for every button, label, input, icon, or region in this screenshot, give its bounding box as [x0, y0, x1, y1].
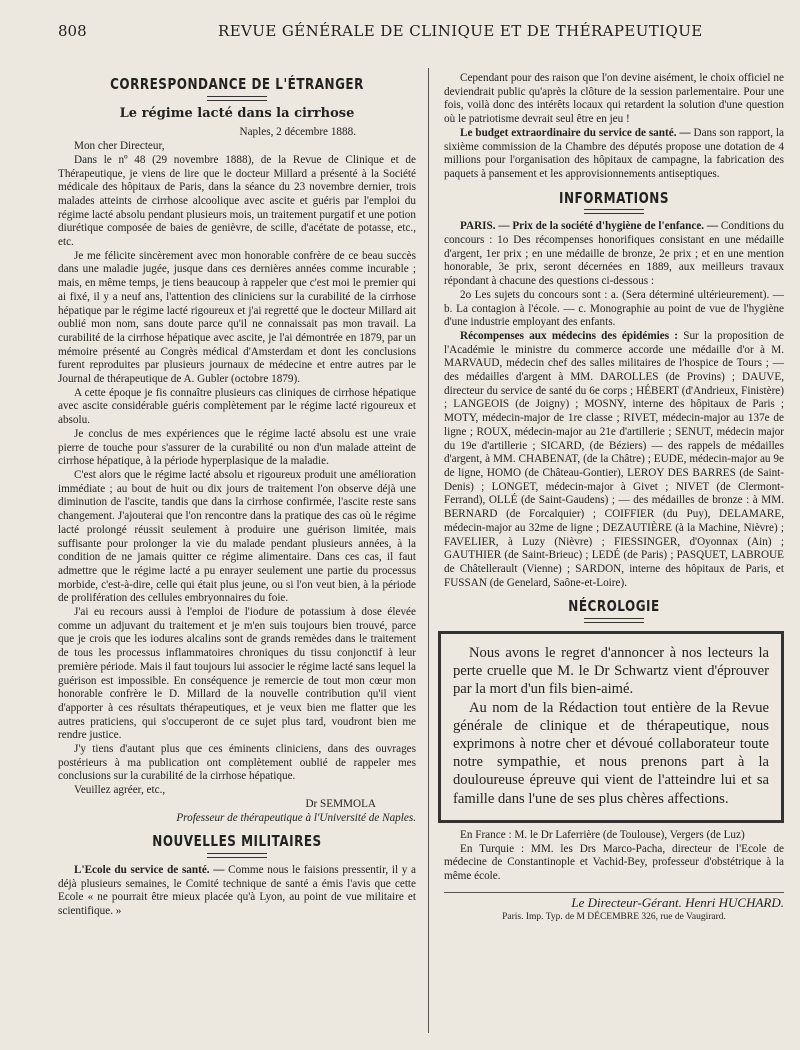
obituary-box	[438, 631, 784, 823]
paragraph: Dans le nº 48 (29 novembre 1888), de la Revue de Clinique et de Thérapeutique, je viens de lire que le docteur Millard a présenté à la Société médicale des hôpitaux de Paris, dans la séance du 23 novembre dernier, trois malades atteints de cirrhose alcoolique avec ascite et guéris par l'emploi du régime lacté absolu pendant plusieurs mois, un traitement purgatif et une potion diurétique composée de baies de genièvre, de scille, d'acétate de potasse, etc., etc.	[58, 153, 416, 249]
paragraph: Cependant pour des raison que l'on devine aisément, le choix officiel ne deviendrait public qu'après la clôture de la session parlementaire. Pour une fois, voilà donc des intérêts locaux qui retardent la solution d'une question où le patriotisme devrait seul être en jeu !	[444, 72, 784, 126]
section-title-military: NOUVELLES MILITAIRES	[152, 832, 322, 850]
info-paragraph	[444, 220, 784, 289]
left-column	[58, 72, 416, 919]
paragraph: J'ai eu recours aussi à l'emploi de l'iodure de potassium à dose élevée comme un adjuvant du traitement et je m'en suis toujours bien trouvé, parce que je crois que les iodures alcalins sont de grands remèdes dans le traitement de tous les processus inflammatoires chroniques du tissu conjonctif à leur première période. Mais il faut toujours lui associer le régime lacté sans lequel la guérison est impossible. En conséquence je remercie de tout mon cœur mon honorable confrère le D. Millard de la nouvelle contribution qu'il vient d'apporter à ces résultats thérapeutiques, et je veux bien me flatter que les autres praticiens, qui s'occuperont de ce sujet plus tard, voudront bien me rendre justice.	[58, 606, 416, 742]
title-ornament	[584, 618, 644, 623]
runin-heading: Récompenses aux médecins des épidémies :	[460, 329, 679, 342]
article-title: Le régime lacté dans la cirrhose	[119, 105, 355, 121]
dateline: Naples, 2 décembre 1888.	[239, 126, 356, 139]
signature-name: Dr SEMMOLA	[305, 797, 376, 810]
section-title-informations: INFORMATIONS	[559, 188, 669, 207]
runin-heading: Le budget extraordinaire du service de santé. —	[460, 126, 691, 139]
page-number: 808	[58, 22, 87, 40]
title-ornament	[207, 96, 267, 101]
military-paragraph	[58, 864, 416, 919]
paragraph: Je me félicite sincèrement avec mon honorable confrère de ce beau succès dans une maladie jugée, jusque dans ces dernières années comme incurable ; mais, en même temps, je tiens beaucoup à rappeler que c'est moi le premier qui ai fixé, il y a neuf ans, l'attention des cliniciens sur la curabilité de la cirrhose hépatique par le régime lacté rigoureux et j'ai regretté que le docteur Millard ait oublié mon nom, sans doute parce qu'il ne connaissait pas mon travail. La curabilité de la cirrhose hépatique avec ascite, je l'ai démontrée en 1879, par un mémoire présenté au Congrès médical d'Amsterdam et dont les conclusions furent reproduites par plusieurs journaux de médecine et entre autres par le Journal de thérapeutique de A. Gubler (octobre 1879).	[58, 249, 416, 386]
runin-heading: PARIS. — Prix de la société d'hygiène de l'enfance. —	[460, 220, 719, 233]
budget-paragraph	[444, 127, 784, 182]
section-title-correspondance: CORRESPONDANCE DE L'ÉTRANGER	[110, 75, 364, 93]
section-title-necrologie: NÉCROLOGIE	[568, 597, 660, 615]
title-ornament	[584, 209, 644, 214]
obituary-paragraph: Nous avons le regret d'annoncer à nos lecteurs la perte cruelle que M. le Dr Schwartz vient d'éprouver par la mort d'un fils bien-aimé.	[453, 645, 769, 698]
closing: Veuillez agréer, etc.,	[74, 784, 166, 797]
column-rule	[428, 68, 429, 1033]
paragraph: 2o Les sujets du concours sont : a. (Sera déterminé ultérieurement). — b. La contagion à l'école. — c. Monographie au point de vue de l'hygiène d'une industrie employant des enfants.	[444, 288, 784, 329]
paragraph: J'y tiens d'autant plus que ces éminents cliniciens, dans des ouvrages postérieurs à ma publication ont complètement oublié de rappeler mes conclusions sur la curabilité de la cirrhose hépatique.	[58, 743, 416, 783]
paragraph: A cette époque je fis connaître plusieurs cas cliniques de cirrhose hépatique avec ascite considérable guéris complètement par le régime lacté rigoureux et absolu.	[58, 386, 416, 427]
necrology-france: En France : M. le Dr Laferrière (de Toulouse), Vergers (de Luz)	[460, 828, 745, 841]
runin-heading: L'Ecole du service de santé. —	[74, 863, 225, 876]
rewards-paragraph	[444, 330, 784, 590]
salutation: Mon cher Directeur,	[74, 140, 165, 153]
paragraph-text: Dans son rapport, la sixième commission de la Chambre des députés propose une dotation de 4 millions pour l'organisation des hôpitaux de campagne, la fabrication des paquets à pansement et les approvisionnements antiseptiques.	[444, 126, 784, 180]
paragraph-text: Sur la proposition de l'Académie le ministre du commerce accorde une médaille d'or à M. MARVAUD, médecin chef des salles militaires de l'hospice de Tours ; — des médailles d'argent à MM. DAROLLES (de Provins) ; DAUVE, directeur du service de santé du 6e corps ; HÉBERT (d'Andrieux, Finistère) ; LANGEOIS (de Joigny) ; MOSNY, interne des hôpitaux de Paris ; MOTY, médecin-major de 1re classe ; RIVET, médecin-major au 137e de ligne ; ROUX, médecin-major au 21e d'artillerie ; SENUT, médecin major du 19e d'artillerie ; SICARD, (de Béziers) — des rappels de médailles d'argent, à MM. CHABENAT, (de la Châtre) ; EUDE, médecin-major au 9e de ligne, HOMO (de Château-Gontier), LEROY DES BARRES (de Saint-Denis) ; LONGET, médecin-major à Givet ; NIVET (de Clermont-Ferrand), OLLÉ (de Saint-Gaudens) ; — des médailles de bronze : à MM. BERNARD (de Forcalquier) ; COIFFIER (du Puy), DELAMARE, médecin-major au 32me de ligne ; DEZAUTIÈRE (à la Machine, Nièvre) ; FAVELIER, à Luzy (Nièvre) ; FIESSINGER, d'Oyonnax (Ain) ; GAUTHIER (de Saint-Brieuc) ; LEDÉ (de Paris) ; PASQUET, LABROUE de Châtellerault (Vienne) ; SARDON, interne des hôpitaux de Paris, et FUSSAN (de Genelard, Saône-et-Loire).	[444, 329, 784, 589]
director-signature: Le Directeur-Gérant. Henri HUCHARD.	[444, 892, 784, 910]
right-column	[444, 72, 784, 925]
running-title: REVUE GÉNÉRALE DE CLINIQUE ET DE THÉRAPEUTIQUE	[218, 22, 703, 40]
running-header	[58, 22, 772, 44]
paragraph: Je conclus de mes expériences que le régime lacté absolu est une vraie pierre de touche pour s'assurer de la curabilité ou non d'un malade atteint de cirrhose hépatique, à la période hyperplasique de la maladie.	[58, 427, 416, 468]
paragraph: C'est alors que le régime lacté absolu et rigoureux produit une amélioration immédiate ; au bout de huit ou dix jours de traitement l'on observe déjà une diminution de l'ascite, tandis que dans la cirrhose confirmée, l'ascite reste sans changement. J'ajouterai que l'on rencontre dans la pratique des cas où le régime lacté prolongé réussit seulement à produire une guérison limitée, mais suffisante pour prolonger la vie du malade pendant plusieurs années, à la condition de ne jamais quitter ce régime alimentaire. Dans ces cas, il faut admettre que le régime lacté a pu enrayer seulement une partie du processus morbide, c'est-à-dire, celle qui était plus jeune, ou si l'on veut bien, à la période de prolifération des cellules embryonnaires du foie.	[58, 468, 416, 605]
signature-title: Professeur de thérapeutique à l'Université de Naples.	[176, 811, 416, 824]
paragraph-text: Conditions du concours : 1o Des récompenses honorifiques consistant en une médaille d'argent, 1er prix ; en une médaille de bronze, 2e prix ; et en une mention honorable, 3e prix, seront décernées en 1889, aux meilleurs travaux répondant à chacune des questions ci-dessous :	[444, 220, 785, 288]
paragraph-text: Comme nous le faisions pressentir, il y a déjà plusieurs semaines, le Comité technique de santé a émis l'avis que cette Ecole « ne pourrait être mieux placée qu'à Lyon, au point de vue militaire et scientifique. »	[58, 863, 417, 918]
title-ornament	[207, 853, 267, 858]
printer-imprint: Paris. Imp. Typ. de M DÉCEMBRE 326, rue de Vaugirard.	[502, 912, 726, 923]
necrology-turquie: En Turquie : MM. les Drs Marco-Pacha, directeur de l'Ecole de médecine de Constantinople et Vachid-Bey, professeur d'obstétrique à la même école.	[444, 842, 784, 882]
obituary-paragraph: Au nom de la Rédaction tout entière de la Revue générale de clinique et de thérapeutique, nous exprimons à notre cher et dévoué collaborateur toute notre sympathie, et nous prenons part à la douloureuse épreuve qui vient de l'atteindre lui et sa famille dans l'une de ses plus chères affections.	[453, 699, 769, 807]
